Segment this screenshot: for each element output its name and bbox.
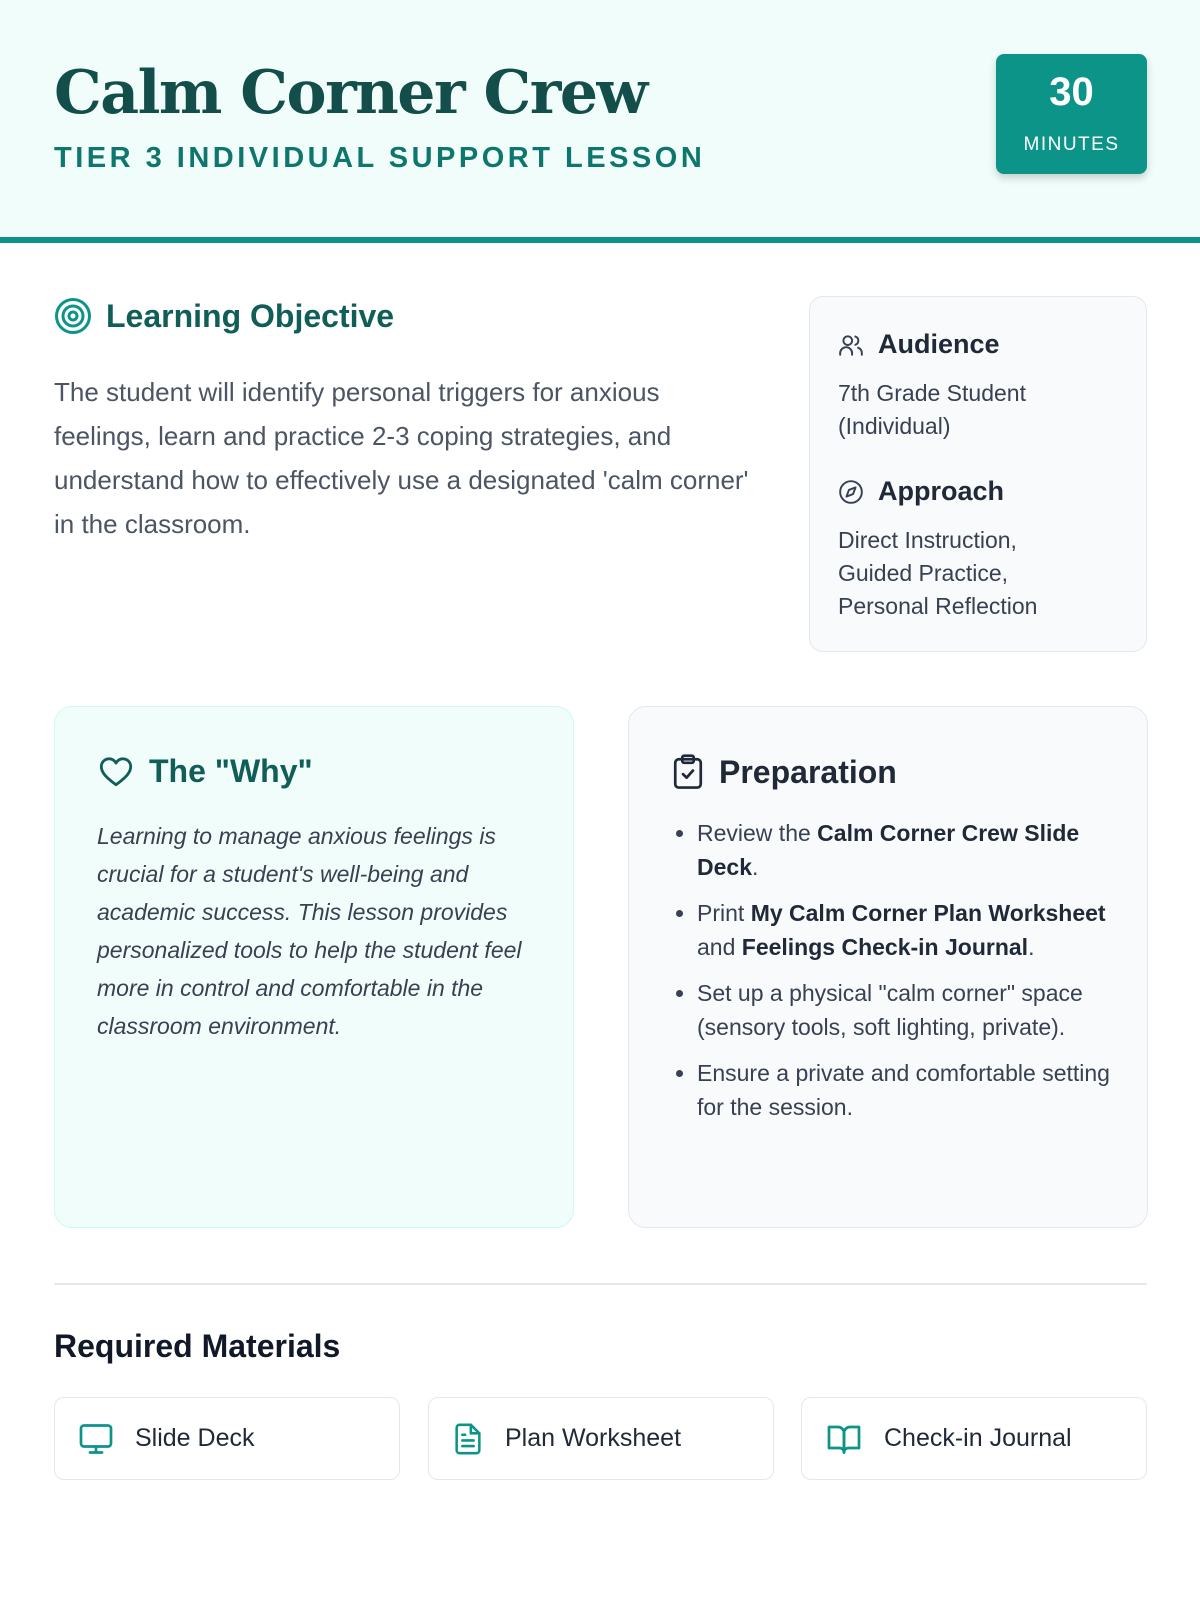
material-label: Slide Deck — [135, 1424, 255, 1452]
objective-heading-text: Learning Objective — [106, 297, 395, 334]
material-label: Check-in Journal — [884, 1424, 1072, 1452]
preparation-item-text: . — [751, 853, 759, 880]
duration-badge — [996, 54, 1147, 174]
lesson-title: Calm Corner Crew — [54, 58, 647, 128]
preparation-item-text: Set up a physical "calm corner" space (sensory tools, soft lighting, private). — [697, 980, 1083, 1040]
why-heading — [97, 753, 313, 790]
preparation-item — [697, 1057, 1117, 1124]
preparation-heading-text: Preparation — [719, 753, 897, 790]
audience-label: Audience — [838, 329, 1000, 360]
materials-heading: Required Materials — [54, 1328, 341, 1364]
why-card — [54, 706, 574, 1228]
objective-heading — [54, 297, 394, 335]
heart-icon — [97, 754, 135, 790]
objective-text: The student will identify personal triggers for anxious feelings, learn and practice 2-3 coping strategies, and understand how to effectively use a designated 'calm corner' in the classroom. — [54, 377, 749, 539]
preparation-item-emphasis: Calm Corner Crew Slide Deck — [697, 820, 1080, 880]
lesson-subtitle: TIER 3 INDIVIDUAL SUPPORT LESSON — [54, 142, 706, 174]
preparation-item-text: . — [1028, 933, 1035, 960]
material-plan-worksheet[interactable] — [428, 1397, 774, 1480]
compass-icon — [838, 479, 864, 505]
target-icon — [54, 297, 92, 335]
preparation-card — [628, 706, 1148, 1228]
preparation-list — [697, 817, 1117, 1137]
document-icon — [451, 1420, 485, 1458]
material-check-in-journal[interactable] — [801, 1397, 1147, 1480]
duration-value: 30 — [1049, 70, 1094, 114]
why-heading-text: The "Why" — [149, 753, 313, 789]
book-icon — [824, 1421, 864, 1457]
preparation-item-text: and — [697, 933, 742, 960]
monitor-icon — [77, 1421, 115, 1457]
preparation-item — [697, 817, 1117, 884]
preparation-item — [697, 977, 1117, 1044]
approach-label: Approach — [838, 476, 1004, 507]
preparation-item-text: Print — [697, 900, 751, 926]
lesson-header — [0, 0, 1200, 243]
clipboard-check-icon — [671, 753, 705, 791]
preparation-item-text: Review the — [697, 820, 818, 846]
preparation-item-emphasis: My Calm Corner Plan Worksheet — [750, 900, 1106, 926]
preparation-item-text: Ensure a private and comfortable setting for the session. — [697, 1060, 1110, 1120]
preparation-item — [697, 897, 1117, 964]
audience-value: 7th Grade Student (Individual) — [838, 380, 1026, 439]
preparation-heading — [671, 753, 897, 791]
approach-value: Direct Instruction, Guided Practice, Personal Reflection — [838, 527, 1038, 619]
preparation-item-emphasis: Feelings Check-in Journal — [741, 933, 1029, 960]
duration-unit: MINUTES — [1023, 134, 1120, 155]
material-label: Plan Worksheet — [505, 1424, 682, 1452]
section-divider — [54, 1283, 1147, 1285]
users-icon — [838, 332, 864, 358]
info-card — [809, 296, 1147, 652]
why-text: Learning to manage anxious feelings is crucial for a student's well-being and academic success. This lesson provides personalized tools to help the student feel more in control and comfortable in the classroom environment. — [97, 823, 522, 1039]
material-slide-deck[interactable] — [54, 1397, 400, 1480]
